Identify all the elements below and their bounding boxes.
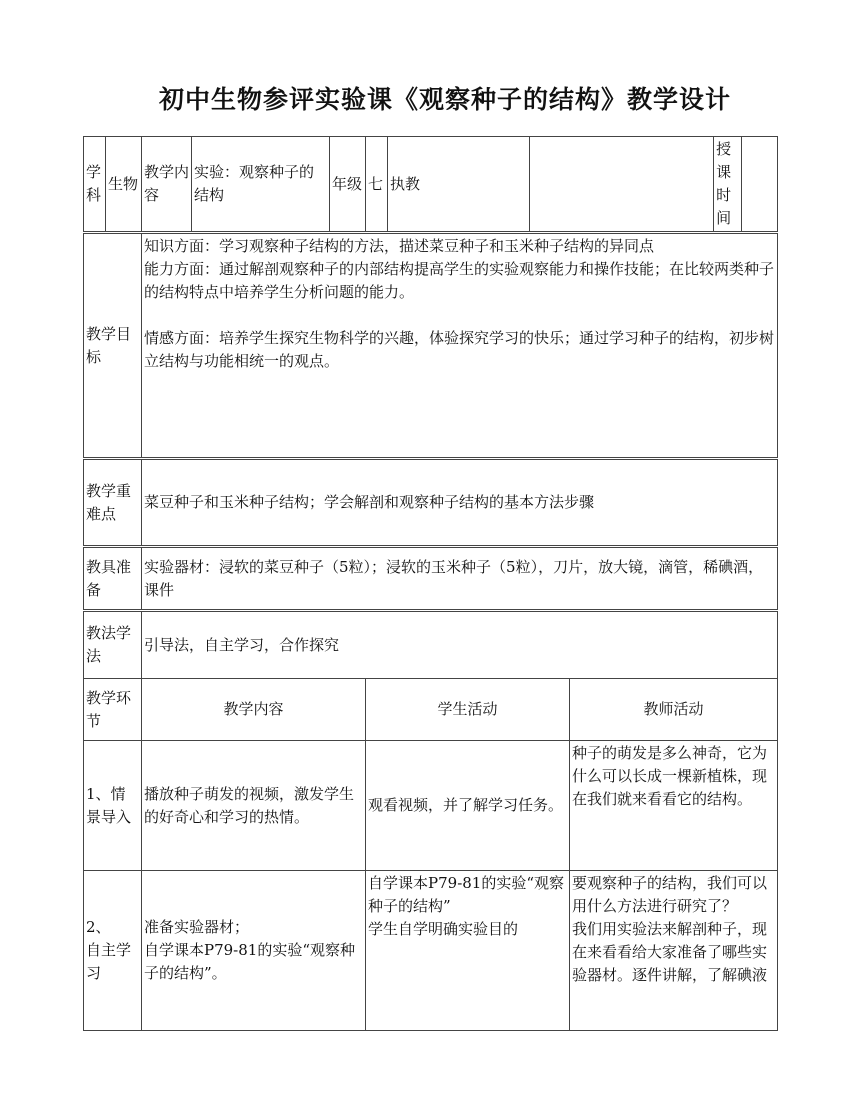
key-points-label: 教学重难点 (84, 459, 142, 547)
table-row-materials (84, 547, 778, 611)
student-header: 学生活动 (366, 679, 570, 741)
stage-2-content-line-1: 准备实验器材； (144, 918, 250, 936)
table-row-header-info (84, 137, 778, 233)
subject-label: 学科 (84, 137, 106, 233)
methods-value: 引导法，自主学习，合作探究 (142, 611, 778, 679)
stage-2-title: 自主学习 (86, 941, 132, 982)
goals-knowledge: 知识方面：学习观察种子结构的方法，描述菜豆种子和玉米种子结构的异同点 (144, 237, 655, 255)
materials-label: 教具准备 (84, 547, 142, 611)
grade-label: 年级 (330, 137, 366, 233)
content-header: 教学内容 (142, 679, 366, 741)
grade-value: 七 (366, 137, 388, 233)
stage-2-teacher-line-1: 要观察种子的结构，我们可以用什么方法进行研究了？ (572, 874, 768, 915)
subject-value: 生物 (106, 137, 142, 233)
goals-label: 教学目标 (84, 233, 142, 459)
teacher-value (530, 137, 714, 233)
stage-1-content: 播放种子萌发的视频，激发学生的好奇心和学习的热情。 (142, 741, 366, 871)
time-label: 授课时间 (714, 137, 742, 233)
materials-value: 实验器材：浸软的菜豆种子（5粒）；浸软的玉米种子（5粒），刀片，放大镜，滴管，稀碘酒，课件 (142, 547, 778, 611)
content-label: 教学内容 (142, 137, 192, 233)
teacher-label: 执教 (388, 137, 530, 233)
time-value (742, 137, 778, 233)
teacher-header: 教师活动 (570, 679, 778, 741)
stage-header: 教学环节 (84, 679, 142, 741)
stage-2-student-line-2: 学生自学明确实验目的 (368, 920, 519, 938)
stage-2-student (366, 871, 570, 1031)
table-row-stage-1 (84, 741, 778, 871)
stage-2-content-line-2: 自学课本P79-81的实验“观察种子的结构”。 (144, 941, 356, 982)
methods-label: 教法学法 (84, 611, 142, 679)
table-row-methods (84, 611, 778, 679)
table-row-stage-2 (84, 871, 778, 1031)
stage-2-number: 2、 (86, 918, 111, 936)
lesson-plan-table (83, 136, 778, 1031)
goals-emotion: 情感方面：培养学生探究生物科学的兴趣，体验探究学习的快乐；通过学习种子的结构，初步树立结构与功能相统一的观点。 (144, 329, 775, 370)
stage-1-student: 观看视频，并了解学习任务。 (366, 741, 570, 871)
key-points-value: 菜豆种子和玉米种子结构；学会解剖和观察种子结构的基本方法步骤 (142, 459, 778, 547)
stage-2-name (84, 871, 142, 1031)
table-row-goals (84, 233, 778, 459)
stage-2-teacher (570, 871, 778, 1031)
stage-2-teacher-line-2: 我们用实验法来解剖种子，现在来看看给大家准备了哪些实验器材。逐件讲解，了解碘液 (572, 920, 768, 984)
content-value: 实验：观察种子的结构 (192, 137, 330, 233)
table-row-key-points (84, 459, 778, 547)
goals-ability: 能力方面：通过解剖观察种子的内部结构提高学生的实验观察能力和操作技能；在比较两类种子的结构特点中培养学生分析问题的能力。 (144, 260, 775, 301)
stage-2-content (142, 871, 366, 1031)
page-title: 初中生物参评实验课《观察种子的结构》教学设计 (158, 85, 731, 114)
stage-1-name: 1、情景导入 (84, 741, 142, 871)
stage-1-teacher: 种子的萌发是多么神奇，它为什么可以长成一棵新植株，现在我们就来看看它的结构。 (570, 741, 778, 871)
table-row-process-header (84, 679, 778, 741)
goals-cell (142, 233, 778, 459)
stage-2-student-line-1: 自学课本P79-81的实验“观察种子的结构” (368, 874, 565, 915)
